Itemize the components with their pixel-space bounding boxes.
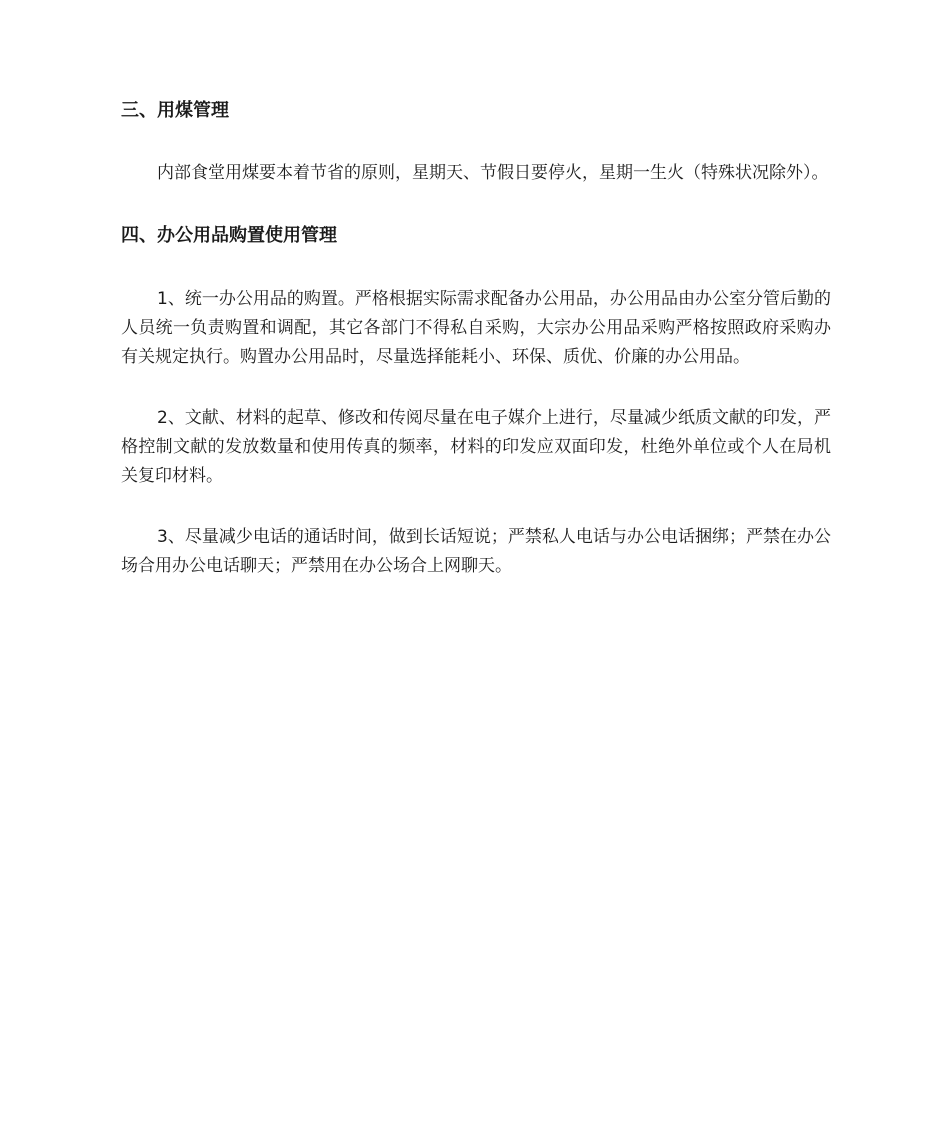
paragraph-office-supplies-3: 3、尽量减少电话的通话时间，做到长话短说；严禁私人电话与办公电话捆绑；严禁在办公场合用办公电话聊天；严禁用在办公场合上网聊天。	[121, 527, 831, 576]
section-heading-coal: 三、用煤管理	[121, 100, 229, 121]
document-page	[121, 96, 831, 581]
paragraph-office-supplies-1: 1、统一办公用品的购置。严格根据实际需求配备办公用品，办公用品由办公室分管后勤的人员统一负责购置和调配，其它各部门不得私自采购，大宗办公用品采购严格按照政府采购办有关规定执行。购置办公用品时，尽量选择能耗小、环保、质优、价廉的办公用品。	[121, 289, 831, 367]
section-heading-office-supplies: 四、办公用品购置使用管理	[121, 225, 337, 246]
paragraph-coal: 内部食堂用煤要本着节省的原则，星期天、节假日要停火，星期一生火（特殊状况除外）。	[157, 163, 829, 183]
paragraph-office-supplies-2: 2、文献、材料的起草、修改和传阅尽量在电子媒介上进行，尽量减少纸质文献的印发，严格控制文献的发放数量和使用传真的频率，材料的印发应双面印发，杜绝外单位或个人在局机关复印材料。	[121, 408, 831, 486]
